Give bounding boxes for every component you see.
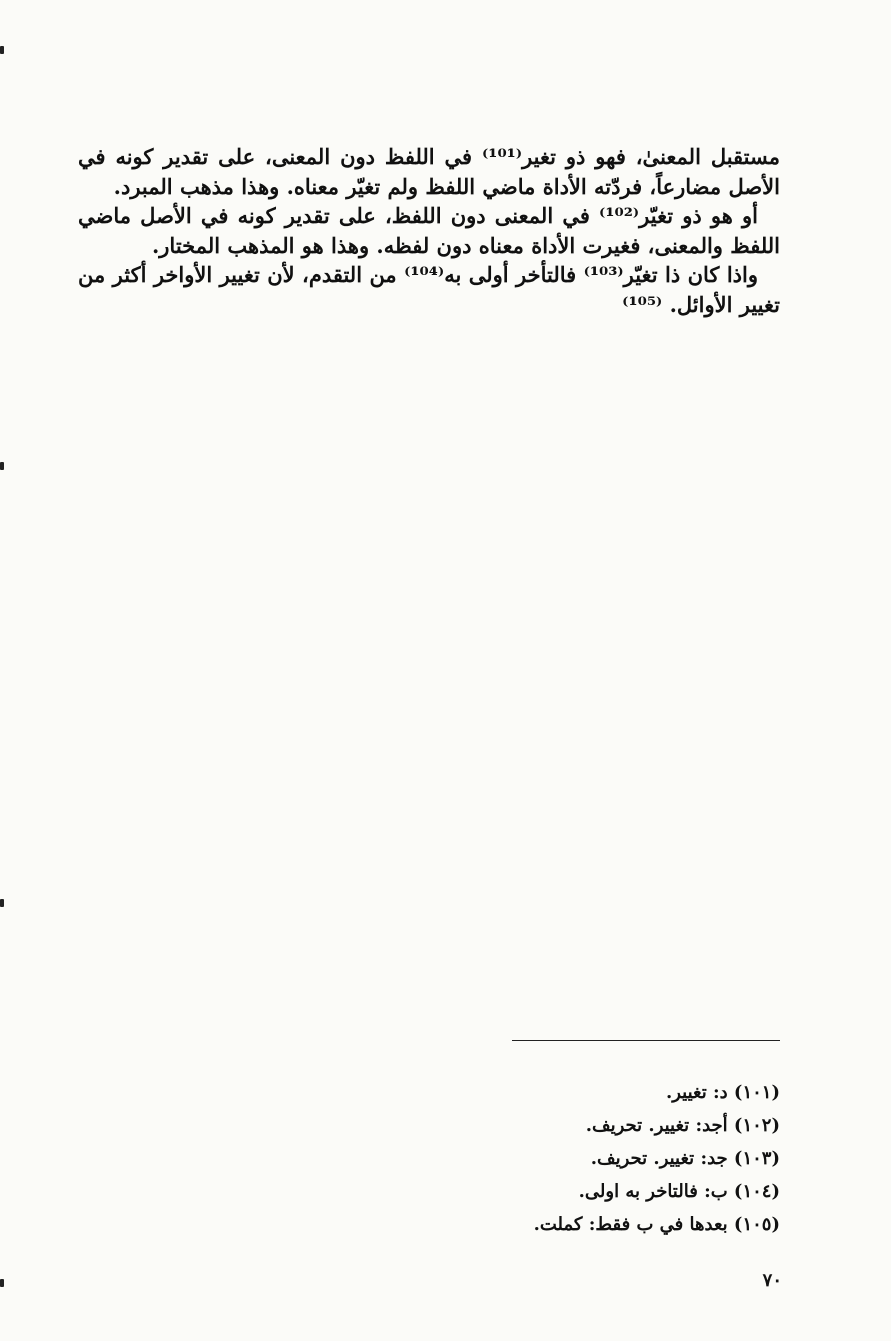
footnote: (١٠٣) جد: تغيير. تحريف. [590,1148,780,1169]
footnotes [450,1076,780,1241]
page-number: ٧٠ [762,1270,782,1291]
main-text [78,142,780,319]
footnote: (١٠٥) بعدها في ب فقط: كملت. [533,1214,780,1235]
paragraph: واذا كان ذا تغيّر⁽¹⁰³⁾ فالتأخر أولى به⁽¹⁰⁴⁾ من التقدم، لأن تغيير الأواخر أكثر من تغيير الأوائل. ⁽¹⁰⁵⁾ [78,262,780,317]
scan-edge-mark [0,1279,4,1287]
paragraph: أو هو ذو تغيّر⁽¹⁰²⁾ في المعنى دون اللفظ، على تقدير كونه في الأصل ماضي اللفظ والمعنى، فغيرت الأداة معناه دون لفظه. وهذا هو المذهب المختار. [78,203,780,258]
scan-edge-mark [0,46,4,54]
footnote-separator [512,1040,780,1041]
footnote: (١٠١) د: تغيير. [665,1082,780,1103]
footnote: (١٠٢) أ‌جد: تغيير. تحريف. [585,1115,780,1136]
scan-edge-mark [0,462,4,470]
paragraph: مستقبل المعنىٰ، فهو ذو تغير⁽¹⁰¹⁾ في اللفظ دون المعنى، على تقدير كونه في الأصل مضارعاً، فردّته الأداة ماضي اللفظ ولم تغيّر معناه. وهذا مذهب المبرد. [78,144,780,199]
footnote: (١٠٤) ب: فالتاخر به اولى. [578,1181,780,1202]
scan-edge-mark [0,899,4,907]
